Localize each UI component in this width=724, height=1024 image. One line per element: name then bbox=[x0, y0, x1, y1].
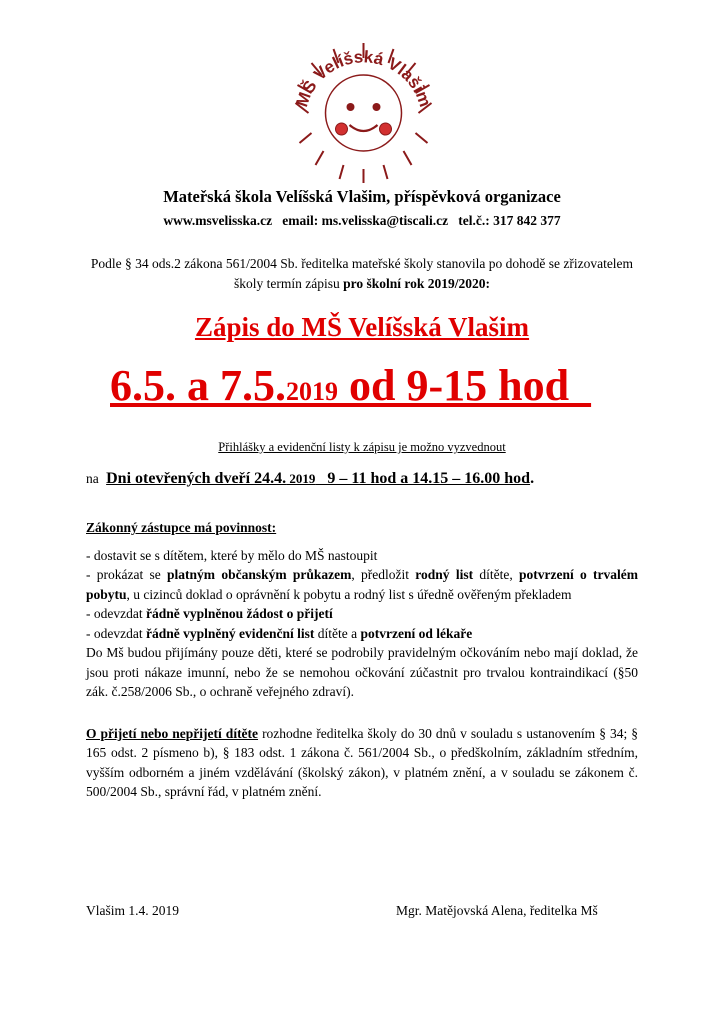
duty-bold: řádně vyplněnou žádost o přijetí bbox=[145, 606, 333, 621]
pickup-note: Přihlášky a evidenční listy k zápisu je možno vyzvednout bbox=[218, 440, 506, 454]
duty-text: - odevzdat bbox=[86, 606, 146, 621]
open-day-times: 9 – 11 hod a 14.15 – 16.00 hod bbox=[315, 470, 531, 487]
duty-text: , předložit bbox=[351, 567, 416, 582]
duties-heading: Zákonný zástupce má povinnost: bbox=[86, 520, 277, 535]
signature: Mgr. Matějovská Alena, ředitelka Mš bbox=[396, 903, 598, 918]
admission-heading: O přijetí nebo nepřijetí dítěte bbox=[86, 725, 259, 741]
duty-bold: rodný list bbox=[415, 567, 474, 582]
admission-text: rozhodne ředitelka školy do 30 dnů v souladu s ustanovením § 34; § 165 odst. 2 písmeno b), § 183 odst. 1 zákona č. 561/2004 Sb., o předškolním, základním středním, vyšším odborném a jiném vzdělávání (školský zákon), v platném znění, a v souladu se zákonem č. 500/2004 Sb., správní řád, v platném znění. bbox=[86, 725, 638, 799]
duties-section bbox=[86, 518, 638, 802]
dates-year: 2019 bbox=[286, 377, 338, 406]
duty-bold: potvrzení o trvalém pobytu bbox=[86, 567, 639, 602]
organization-name: Mateřská škola Velíšská Vlašim, příspěvková organizace bbox=[163, 187, 561, 206]
school-logo bbox=[276, 18, 451, 193]
open-day-prefix: na bbox=[86, 471, 103, 486]
duty-item-4 bbox=[86, 624, 638, 644]
open-day-dot: . bbox=[530, 470, 535, 487]
page-title: Zápis do MŠ Velíšská Vlašim bbox=[194, 312, 530, 342]
vaccination-paragraph: Do Mš budou přijímány pouze děti, které se podrobily pravidelným očkováním nebo mají doklad, že jsou proti nákaze imunní, nebo že se nemohou očkování zúčastnit pro trvalou kontraindikací (§50 zák. č.258/2006 Sb., o ochraně veřejného zdraví). bbox=[86, 645, 638, 699]
duty-text: dítěte, bbox=[473, 567, 519, 582]
website[interactable]: www.msvelisska.cz bbox=[163, 213, 273, 228]
open-day-line bbox=[86, 470, 646, 488]
phone-label: tel.č.: bbox=[458, 213, 490, 228]
dates-days: 6.5. a 7.5. bbox=[110, 361, 286, 410]
duty-text: , u cizinců doklad o oprávnění k pobytu a rodný list s úředně ověřeným překladem bbox=[126, 586, 572, 602]
duty-bold: řádně vyplněný evidenční list bbox=[145, 625, 315, 641]
enrollment-dates bbox=[110, 360, 630, 411]
intro-text: Podle § 34 ods.2 zákona 561/2004 Sb. ředitelka mateřské školy stanovila po dohodě se zřizovatelem školy termín zápisu bbox=[90, 256, 634, 291]
duty-bold: potvrzení od lékaře bbox=[360, 625, 473, 641]
open-day-year: 2019 bbox=[286, 471, 316, 486]
dates-hours: od 9-15 hod bbox=[338, 361, 592, 410]
place-date: Vlašim 1.4. 2019 bbox=[86, 903, 179, 918]
phone-number: 317 842 377 bbox=[493, 213, 561, 228]
open-day-label: Dni otevřených dveří 24.4. bbox=[106, 470, 287, 487]
duty-text: dítěte a bbox=[314, 625, 361, 641]
email-label: email: bbox=[282, 213, 319, 228]
duty-text: - prokázat se bbox=[86, 567, 168, 582]
duty-item-3 bbox=[86, 604, 638, 624]
logo-text: MŠ Velíšská Vlašim bbox=[292, 47, 435, 110]
duty-item-1: - dostavit se s dítětem, které by mělo do MŠ nastoupit bbox=[86, 547, 378, 563]
duty-item-2 bbox=[86, 565, 638, 604]
contact-line bbox=[0, 213, 724, 229]
duty-bold: platným občanským průkazem bbox=[167, 567, 352, 582]
duty-text: - odevzdat bbox=[86, 625, 146, 641]
school-year: pro školní rok 2019/2020: bbox=[343, 276, 490, 291]
email-address[interactable]: ms.velisska@tiscali.cz bbox=[321, 213, 449, 228]
intro-paragraph bbox=[86, 254, 638, 294]
admission-paragraph bbox=[86, 724, 638, 802]
